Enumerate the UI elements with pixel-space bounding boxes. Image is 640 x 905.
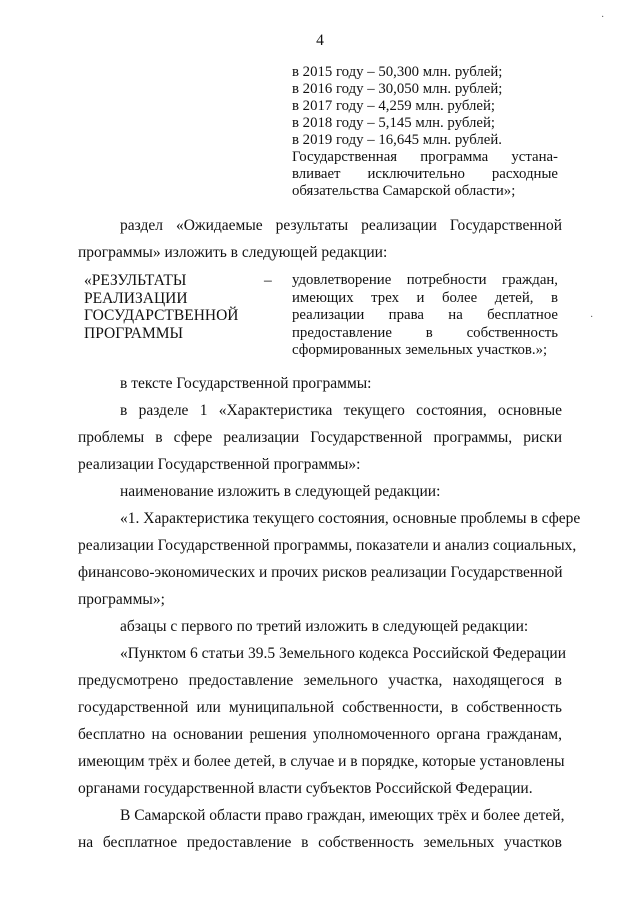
text-line: реализации Государственной программы, показатели и анализ социальных, — [78, 537, 577, 554]
text-line: проблемы в сфере реализации Государственной программы, риски — [78, 429, 562, 446]
text-line: раздел «Ожидаемые результаты реализации Государственной — [120, 217, 562, 234]
results-value-line: удовлетворение потребности граждан, — [292, 272, 558, 288]
funding-note-line: обязательства Самарской области»; — [292, 183, 516, 199]
text-line: в тексте Государственной программы: — [120, 375, 372, 392]
text-line: государственной или муниципальной собственности, в собственность — [78, 699, 562, 716]
paragraph-text-gp — [78, 370, 562, 397]
funding-line: в 2017 году – 4,259 млн. рублей; — [292, 98, 495, 114]
results-value-line: сформированных земельных участков.»; — [292, 342, 548, 358]
results-label-line: РЕАЛИЗАЦИИ — [84, 289, 188, 307]
results-dash: – — [264, 272, 272, 289]
text-line: органами государственной власти субъектов Российской Федерации. — [78, 780, 533, 797]
page-number: 4 — [316, 32, 324, 49]
text-line: в разделе 1 «Характеристика текущего состояния, основные — [120, 402, 562, 419]
text-line: «Пунктом 6 статьи 39.5 Земельного кодекса Российской Федерации — [120, 645, 567, 662]
text-line: бесплатно на основании решения уполномоченного органа гражданам, — [78, 726, 562, 743]
funding-line: в 2019 году – 16,645 млн. рублей. — [292, 132, 502, 148]
text-line: программы» изложить в следующей редакции: — [78, 244, 388, 261]
paragraph-razdel — [78, 212, 562, 266]
text-line: программы»; — [78, 591, 165, 608]
funding-note-line: Государственная программа устана- — [292, 149, 558, 165]
results-value-line: предоставление в собственность — [292, 324, 558, 341]
paragraph-abzacy — [78, 613, 562, 640]
paragraph-punkt — [78, 640, 567, 802]
results-value-line: реализации права на бесплатное — [292, 307, 558, 323]
text-line: имеющим трёх и более детей, в случае и в порядке, которые установлены — [78, 753, 565, 770]
text-line: В Самарской области право граждан, имеющих трёх и более детей, — [120, 807, 565, 824]
text-line: предусмотрено предоставление земельного участка, находящегося в — [78, 672, 562, 689]
text-line: наименование изложить в следующей редакции: — [120, 483, 441, 500]
paragraph-characteristic — [78, 505, 581, 613]
scan-speck: · — [601, 12, 605, 23]
paragraph-naimenovanie — [78, 478, 562, 505]
results-value — [292, 272, 558, 360]
paragraph-razdel-1 — [78, 397, 562, 478]
funding-note-line: вливает исключительно расходные — [292, 166, 558, 182]
scan-speck: · — [590, 312, 594, 323]
funding-line: в 2016 году – 30,050 млн. рублей; — [292, 81, 503, 97]
results-value-line: имеющих трех и более детей, в — [292, 289, 558, 306]
text-line: на бесплатное предоставление в собственность земельных участков — [78, 834, 562, 851]
results-label-line: ПРОГРАММЫ — [84, 324, 184, 342]
results-label — [84, 272, 274, 342]
text-line: реализации Государственной программы»: — [78, 456, 361, 473]
results-label-line: ГОСУДАРСТВЕННОЙ — [84, 307, 239, 324]
text-line: абзацы с первого по третий изложить в следующей редакции: — [120, 618, 529, 635]
text-line: «1. Характеристика текущего состояния, основные проблемы в сфере — [120, 510, 581, 527]
text-line: финансово-экономических и прочих рисков реализации Государственной — [78, 564, 563, 581]
funding-line: в 2015 году – 50,300 млн. рублей; — [292, 64, 503, 80]
paragraph-samara — [78, 802, 565, 856]
funding-line: в 2018 году – 5,145 млн. рублей; — [292, 115, 495, 131]
funding-block — [292, 64, 558, 200]
results-label-line: «РЕЗУЛЬТАТЫ — [84, 272, 187, 289]
